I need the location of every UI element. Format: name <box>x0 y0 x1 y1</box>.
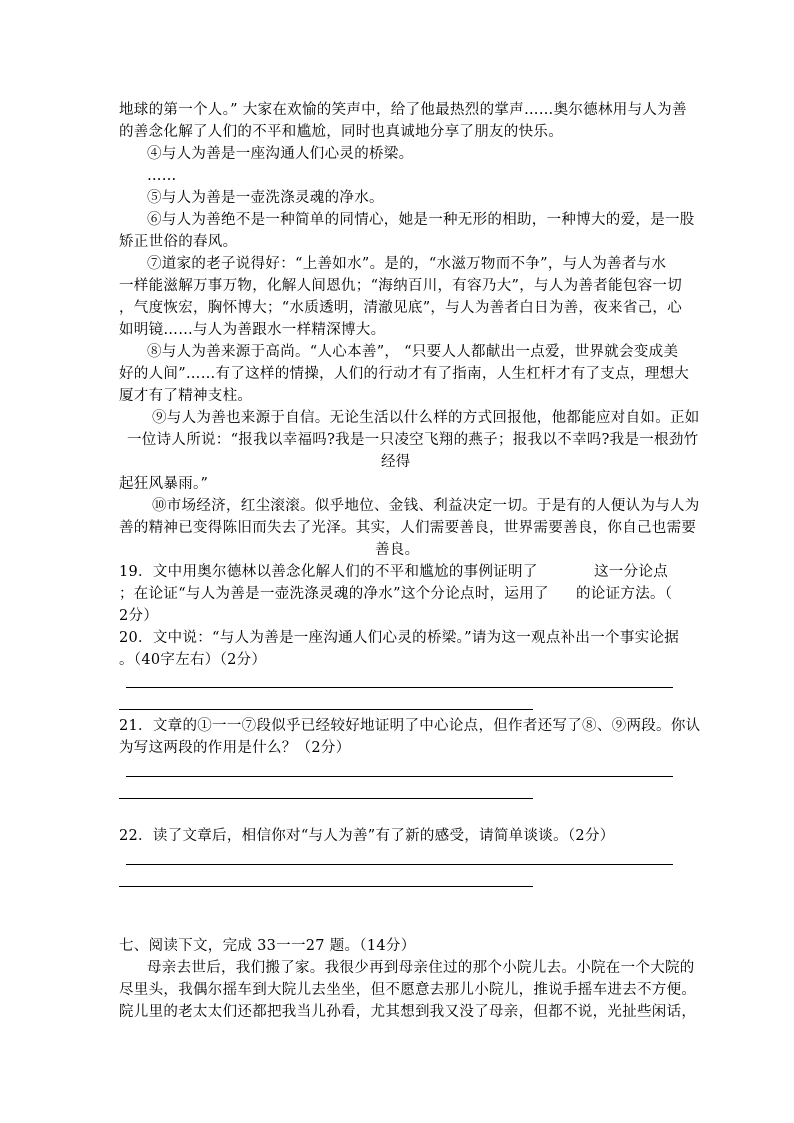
text-line: 母亲去世后，我们搬了家。我很少再到母亲住过的那个小院儿去。小院在一个大院的 <box>147 960 695 976</box>
text-line: 起狂风暴雨。” <box>119 476 209 492</box>
text-line: 尽里头，我偶尔摇车到大院儿去坐坐，但不愿意去那儿小院儿，推说手摇车进去不方便。 <box>119 982 697 998</box>
text-line: ⑨与人为善也来源于自信。无论生活以什么样的方式回报他，他都能应对自如。正如 <box>152 410 700 426</box>
question-20-text: 20．文中说：“与人为善是一座沟通人们心灵的桥梁。”请为这一观点补出一个事实论据 <box>119 630 680 646</box>
section-heading: 七、阅读下文，完成 33一一27 题。（14分） <box>119 938 416 954</box>
question-19-text: 这一分论点 <box>594 564 668 580</box>
text-line: 善良。 <box>375 542 420 558</box>
answer-line[interactable] <box>126 776 673 777</box>
text-line: 好的人间”……有了这样的情操，人们的行动才有了指南，人生杠杆才有了支点，理想大 <box>119 366 690 382</box>
text-line: 经得 <box>381 454 411 470</box>
answer-line[interactable] <box>119 709 533 710</box>
question-22-text: 22．读了文章后，相信你对“与人为善”有了新的感受，请简单谈谈。（2分） <box>119 828 615 844</box>
question-21-text: 为写这两段的作用是什么？（2分） <box>119 740 351 756</box>
text-line: 一位诗人所说：“报我以幸福吗?我是一只凌空飞翔的燕子；报我以不幸吗?我是一根劲竹 <box>127 432 699 448</box>
answer-line[interactable] <box>119 886 533 887</box>
question-19-text: ；在论证“与人为善是一壶洗涤灵魂的净水”这个分论点时，运用了 <box>119 586 549 602</box>
text-line: ⑧与人为善来源于高尚。“人心本善”， “只要人人都献出一点爱，世界就会变成美 <box>147 344 679 360</box>
text-line: ，气度恢宏，胸怀博大；“水质透明，清澈见底”，与人为善者白日为善，夜来省己，心 <box>119 300 683 316</box>
answer-line[interactable] <box>119 798 533 799</box>
text-line: 善的精神已变得陈旧而失去了光泽。其实，人们需要善良，世界需要善良，你自己也需要 <box>119 520 697 536</box>
text-line: ⑦道家的老子说得好：“上善如水”。是的，“水滋万物而不争”，与人为善者与水 <box>147 256 667 272</box>
text-line: ⑤与人为善是一壶洗涤灵魂的净水。 <box>147 190 384 206</box>
question-19-text: 的论证方法。（ <box>576 586 673 602</box>
text-line: ④与人为善是一座沟通人们心灵的桥梁。 <box>147 146 414 162</box>
text-line: ⑥与人为善绝不是一种简单的同情心，她是一种无形的相助，一种博大的爱，是一股 <box>147 212 695 228</box>
text-line: 如明镜……与人为善跟水一样精深博大。 <box>119 322 386 338</box>
text-line: …… <box>147 168 177 184</box>
question-19-text: 19．文中用奥尔德林以善念化解人们的不平和尴尬的事例证明了 <box>119 564 538 580</box>
question-19-text: 2分） <box>119 608 159 624</box>
text-line: 矫正世俗的春风。 <box>119 234 238 250</box>
question-21-text: 21．文章的①一一⑦段似乎已经较好地证明了中心论点，但作者还写了⑧、⑨两段。你认 <box>119 718 701 734</box>
text-line: 院儿里的老太太们还都把我当儿孙看，尤其想到我又没了母亲，但都不说，光扯些闲话， <box>119 1004 697 1020</box>
text-line: 的善念化解了人们的不平和尴尬，同时也真诚地分享了朋友的快乐。 <box>119 124 563 140</box>
text-line: 厦才有了精神支柱。 <box>119 388 253 404</box>
text-line: 地球的第一个人。” 大家在欢愉的笑声中，给了他最热烈的掌声……奥尔德林用与人为善 <box>119 102 687 118</box>
answer-line[interactable] <box>126 864 673 865</box>
question-20-text: 。（40字左右）（2分） <box>119 652 267 668</box>
answer-line[interactable] <box>126 687 673 688</box>
text-line: ⑩市场经济，红尘滚滚。似乎地位、金钱、利益决定一切。于是有的人便认为与人为 <box>152 498 700 514</box>
text-line: 一样能滋解万事万物，化解人间恩仇；“海纳百川，有容乃大”，与人为善者能包容一切 <box>119 278 683 294</box>
